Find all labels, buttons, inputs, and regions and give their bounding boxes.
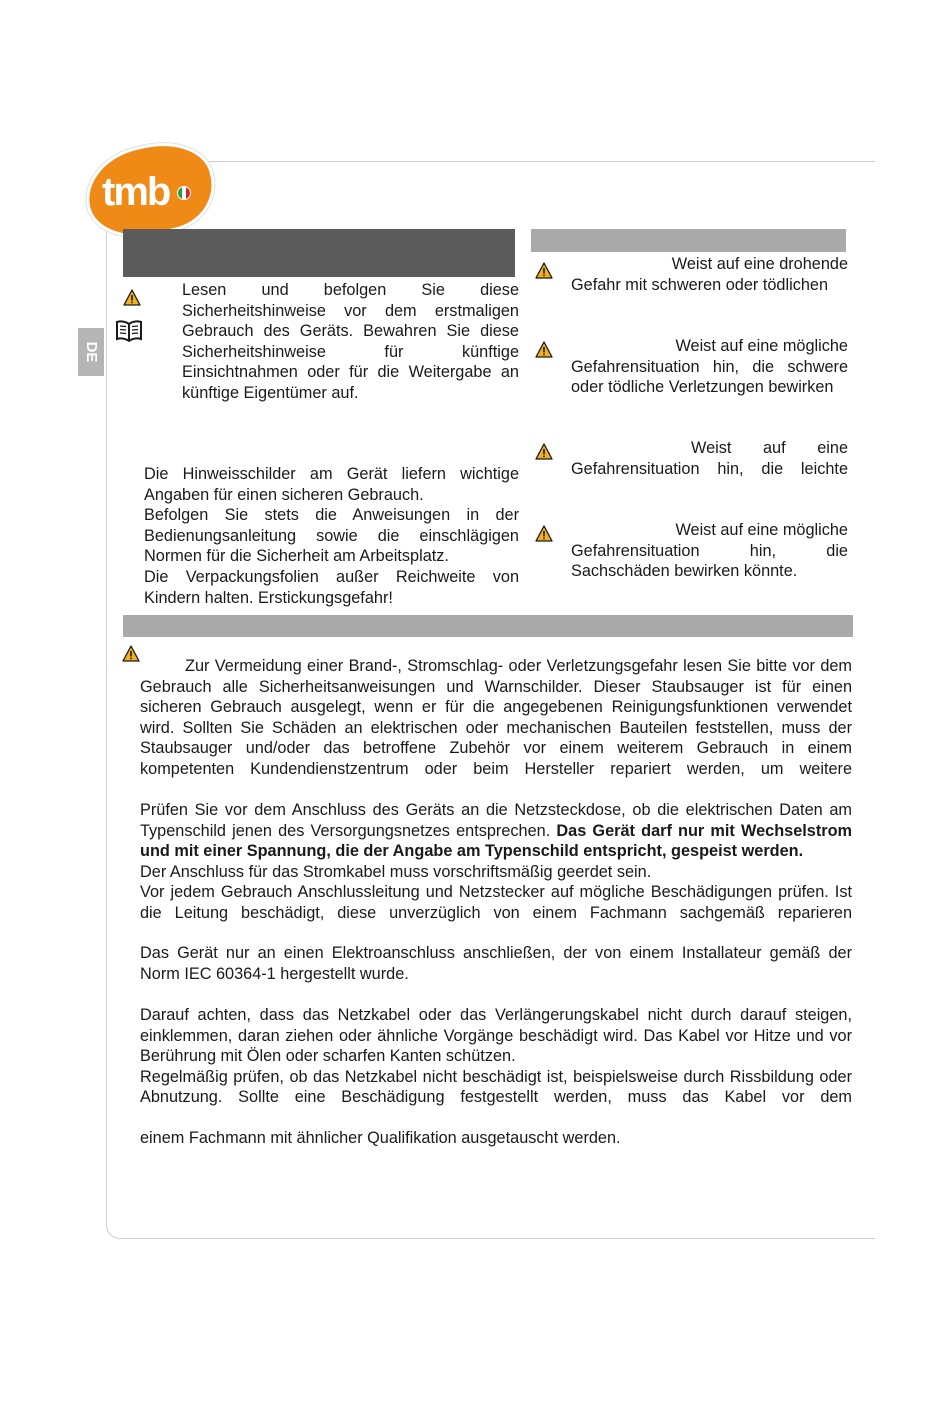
body-cable-check: Vor jedem Gebrauch Anschlussleitung und Netzstecker auf mögliche Beschädigungen prüfen. Ist die Leitung beschädigt, diese unverzüglich von einem Fachmann sachgemäß reparieren xyxy=(140,883,852,922)
hazard-notice-text xyxy=(571,520,848,582)
page-frame-bottom-line xyxy=(120,1238,875,1239)
body-cable-care: Darauf achten, dass das Netzkabel oder das Verlängerungskabel nicht durch darauf steigen, einklemmen, daran ziehen oder ähnliche Vorgänge beschädigt wird. Das Kabel vor Hitze und vor Berührung mit Ölen oder scharfen Kanten schützen. xyxy=(140,1006,852,1066)
page-frame-left-line xyxy=(106,226,107,1226)
intro-text: Lesen und befolgen Sie diese Sicherheitshinweise vor dem erstmaligen Gebrauch des Geräts. Bewahren Sie diese Sicherheitshinweise für künftige Einsichtnahmen oder für die Weitergabe an künftige Eigentümer auf. xyxy=(182,281,519,402)
notes-block xyxy=(144,464,519,608)
warning-triangle-icon xyxy=(122,645,140,662)
hazard-warning-line3: oder tödliche Verletzungen bewirken xyxy=(571,378,834,397)
warning-triangle-icon xyxy=(535,443,553,460)
note-signs: Die Hinweisschilder am Gerät liefern wichtige Angaben für einen sicheren Gebrauch. xyxy=(144,465,519,504)
body-paragraph-connection xyxy=(140,800,852,924)
tmb-logo xyxy=(88,148,212,232)
hazard-danger-line1: Weist auf eine drohende xyxy=(671,255,848,273)
language-tab-label: DE xyxy=(83,341,100,363)
page-frame-top-line xyxy=(205,161,875,162)
warning-triangle-icon xyxy=(535,525,553,542)
body-connection-bold: Das Gerät darf nur mit Wechselstrom und mit einer Spannung, die der Angabe am Typenschild entspricht, gespeist werden. xyxy=(140,821,853,861)
body-cable-inspection: Regelmäßig prüfen, ob das Netzkabel nicht beschädigt ist, beispielsweise durch Rissbildung oder Abnutzung. Sollte eine Beschädigung festgestellt werden, muss das Kabel vor dem xyxy=(140,1067,852,1107)
hazard-danger-line2: Gefahr mit schweren oder tödlichen xyxy=(571,275,829,294)
language-tab xyxy=(78,328,104,376)
body-connection-text: Prüfen Sie vor dem Anschluss des Geräts an die Netzsteckdose, ob die elektrischen Daten am Typenschild jenen des Versorgungsnetzes entsprechen. xyxy=(140,801,852,840)
hazard-caution-text xyxy=(571,438,848,479)
warning-triangle-icon xyxy=(535,341,553,358)
hazard-notice-line3: Sachschäden bewirken könnte. xyxy=(571,562,798,581)
page-frame-corner xyxy=(106,1218,127,1239)
hazard-warning-line2: Gefahrensituation hin, die schwere xyxy=(571,357,848,376)
body-grounding: Der Anschluss für das Stromkabel muss vorschriftsmäßig geerdet sein. xyxy=(140,862,652,881)
hazard-caution-line1: Weist auf eine xyxy=(691,439,848,457)
warning-triangle-icon xyxy=(123,289,141,306)
note-instructions: Befolgen Sie stets die Anweisungen in der Bedienungsanleitung sowie die einschlägigen Normen für die Sicherheit am Arbeitsplatz. xyxy=(144,506,519,566)
hazard-warning-line1: Weist auf eine mögliche xyxy=(675,337,848,355)
body-paragraph-installation: Das Gerät nur an einen Elektroanschluss anschließen, der von einem Installateur gemäß der Norm IEC 60364-1 hergestellt wurde. xyxy=(140,944,852,983)
body-paragraph-replacement: einem Fachmann mit ähnlicher Qualifikation ausgetauscht werden. xyxy=(140,1129,621,1147)
body-paragraph-general: Zur Vermeidung einer Brand-, Stromschlag- oder Verletzungsgefahr lesen Sie bitte vor dem Gebrauch alle Sicherheitsanweisungen und Warnschilder. Dieser Staubsauger ist für einen sicheren Gebrauch ausgelegt, wenn er für die angegebenen Reinigungsfunktionen verwendet wird. Sollten Sie Schäden an elektrischen oder mechanischen Bauteilen feststellen, muss der Staubsauger und/oder das betroffene Zubehör vor einem weiterem Gebrauch in einem kompetenten Kundendienstzentrum oder beim Hersteller repariert werden, um weitere xyxy=(140,657,852,778)
italian-flag-icon xyxy=(177,186,191,200)
hazard-warning-text xyxy=(571,336,848,398)
note-packaging: Die Verpackungsfolien außer Reichweite von Kindern halten. Erstickungsgefahr! xyxy=(144,567,519,607)
section-header-bar-general xyxy=(123,615,853,637)
section-header-bar-safety xyxy=(123,229,515,277)
manual-book-icon xyxy=(115,320,143,342)
hazard-notice-line1: Weist auf eine mögliche xyxy=(675,521,848,539)
section-header-bar-hazard-levels xyxy=(531,229,846,252)
warning-triangle-icon xyxy=(535,262,553,279)
body-paragraph-cable xyxy=(140,1005,852,1108)
hazard-notice-line2: Gefahrensituation hin, die xyxy=(571,541,848,560)
hazard-danger-text xyxy=(571,254,848,295)
hazard-caution-line2: Gefahrensituation hin, die leichte xyxy=(571,459,848,478)
logo-text: tmb xyxy=(102,170,170,214)
